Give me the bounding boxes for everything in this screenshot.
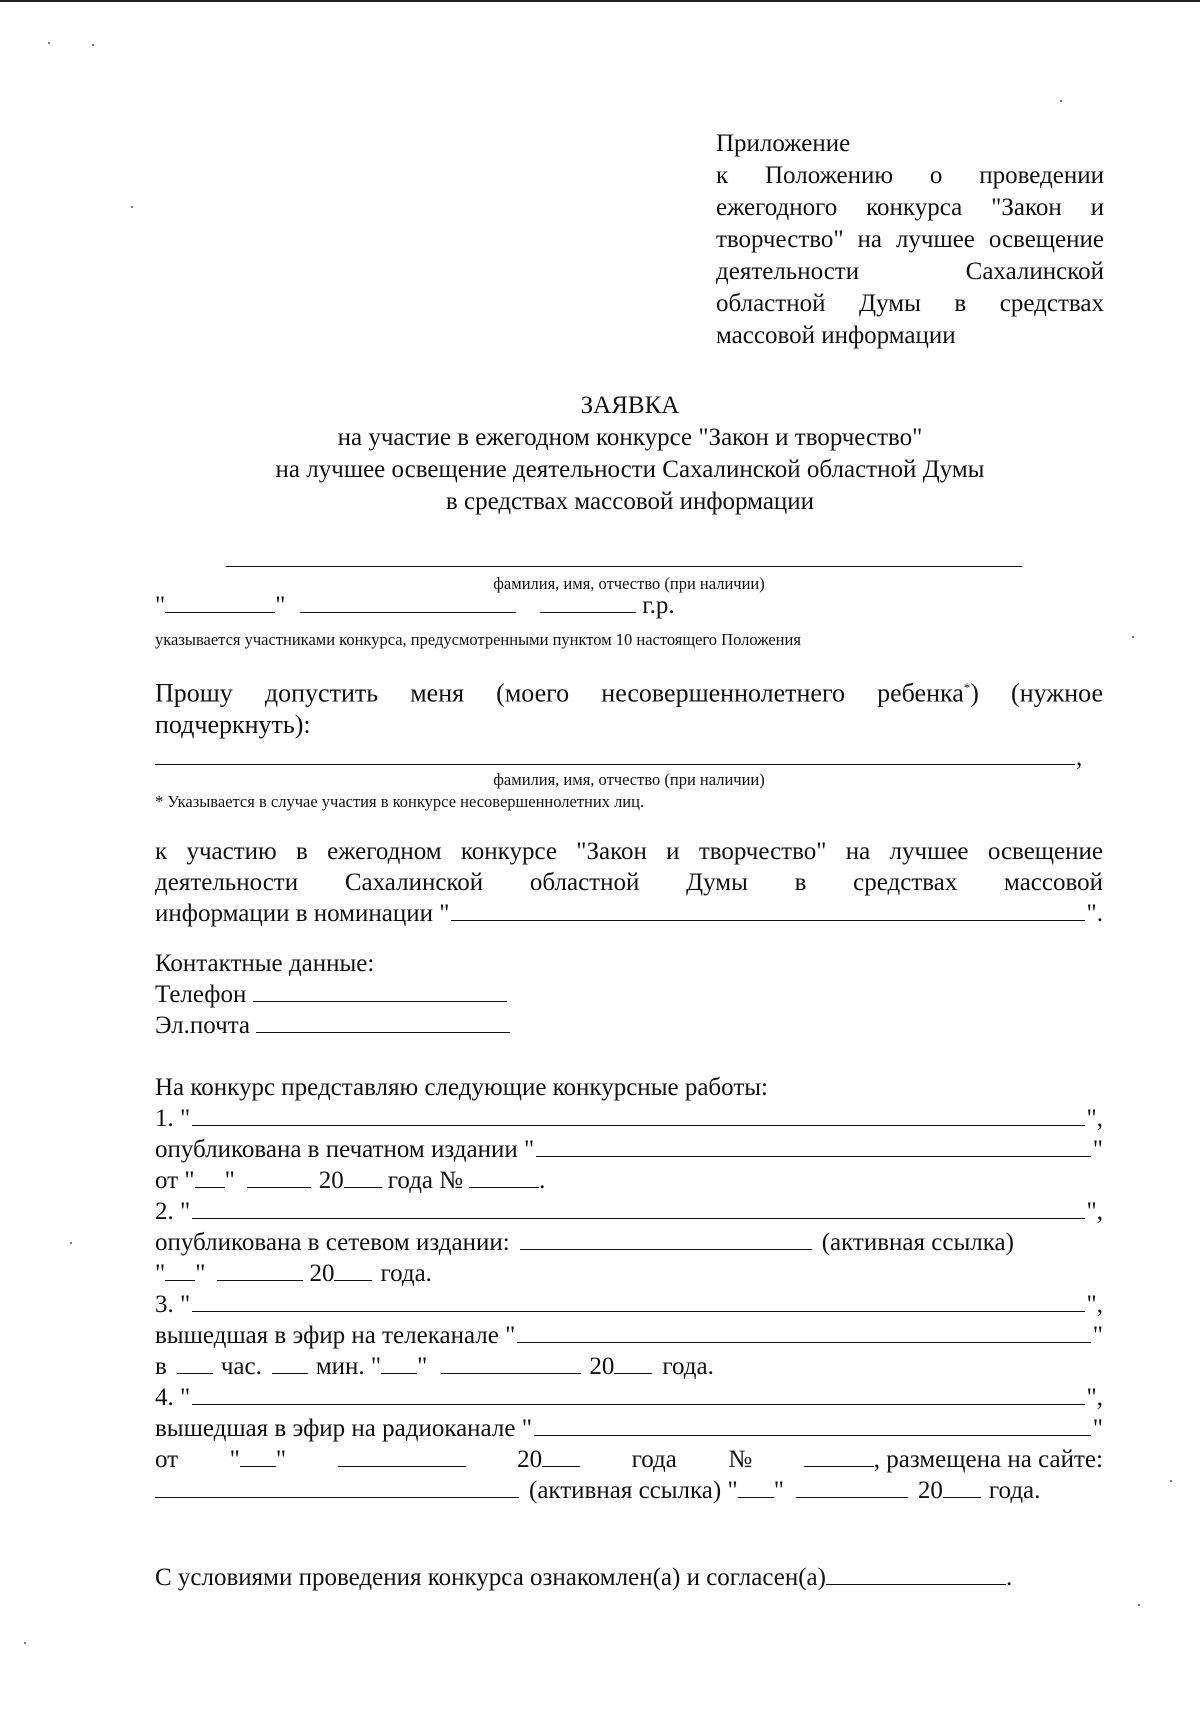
work-4-year-field[interactable] [542, 1444, 580, 1467]
work-1-publication-row: опубликована в печатном издании " " [155, 1136, 1103, 1163]
work-2-day-field[interactable] [165, 1258, 195, 1281]
title-line-3: на лучшее освещение деятельности Сахалинской областной Думы [275, 456, 985, 483]
works-block [155, 1072, 1103, 1506]
birth-year-suffix: г.р. [642, 592, 675, 619]
fio-caption-2: фамилия, имя, отчество (при наличии) [493, 770, 765, 789]
birth-day-field[interactable] [165, 590, 275, 613]
work-4-month-field[interactable] [338, 1444, 466, 1467]
work-4-title-field[interactable] [192, 1382, 1084, 1405]
title-line-2: на участие в ежегодном конкурсе "Закон и творчество" [337, 424, 923, 451]
work-3-month-field[interactable] [441, 1351, 581, 1374]
contacts-block [155, 948, 1103, 1041]
work-2-date-row: " " 20 года. [155, 1260, 432, 1287]
work-3-day-field[interactable] [381, 1351, 417, 1374]
work-2-year-field[interactable] [334, 1258, 372, 1281]
birth-date-caption: указывается участниками конкурса, предусмотренными пунктом 10 настоящего Положения [155, 630, 801, 649]
appendix-block [716, 128, 1104, 352]
work-4-channel-field[interactable] [534, 1413, 1091, 1436]
work-4-site-day-field[interactable] [738, 1475, 774, 1498]
work-1-title-field[interactable] [192, 1103, 1084, 1126]
participation-paragraph: к участию в ежегодном конкурсе "Закон и творчество" на лучшее освещение деятельности Сахалинской областной Думы в средствах массовой информации в номинации " ". [155, 838, 1103, 927]
title-main: ЗАЯВКА [580, 392, 680, 419]
work-1-month-field[interactable] [247, 1165, 311, 1188]
birth-month-field[interactable] [300, 590, 516, 613]
form-title [150, 390, 1110, 518]
work-2-title-row: 2. " ", [155, 1198, 1103, 1225]
work-3-title-field[interactable] [192, 1289, 1084, 1312]
application-form: Приложение к Положению о проведении ежегодного конкурса "Закон и творчество" на лучшее освещение деятельности Сахалинской областной Думы в средствах массовой информации ЗАЯВКА на участие в ежегодном конкурсе "Закон и творчество" на лучшее освещение деятельности Сахалинской областной Думы в средствах массовой информации фамилия, имя, отчество (при наличии) " " г.р. указывается участниками конкурса, предусмотренными пунктом 10 настоящего Положения Прошу допустить меня (моего несовершеннолетнего ребенка*) (нужное подчеркнуть): , фамилия, имя, отчество (при наличии) * Указывается в случае участия в конкурсе несовершеннолетних лиц. к участию в ежегодном конкурсе "Закон и творчество" на лучшее освещение деятельности Сахалинской областной Думы в средствах массовой информации в номинации " ". Контактные данные: Телефон Эл.почта На конкурс представляю следующие конкурсные работы: 1. " ", опубликована в печатном издании " " от " " 20 года № . 2. " ", опубликована в сетевом издании: (активная ссылка) " " 20 года. 3. " ", вышедшая в эфир на телеканале " " в час. мин. " " 20 года. 4. " ", вышедшая в эфир на радиоканале " " от " " 20 года № , размещена на сайте: (активная ссылка) " " 20 года. С условиями проведения конкурса ознакомлен(а) и согласен(а) . [0, 0, 1200, 1711]
work-4-link-row: (активная ссылка) " " 20 года. [155, 1475, 1103, 1506]
fio-field-1[interactable] [226, 566, 1022, 567]
contacts-heading: Контактные данные: [155, 950, 375, 977]
nomination-field[interactable] [451, 898, 1084, 921]
birth-date-row: " " г.р. [155, 592, 675, 619]
work-4-number-field[interactable] [804, 1444, 874, 1467]
work-2-publication-row: опубликована в сетевом издании: (активная ссылка) [155, 1229, 1014, 1256]
phone-field[interactable] [253, 979, 507, 1002]
work-1-day-field[interactable] [195, 1165, 225, 1188]
fio-caption-1: фамилия, имя, отчество (при наличии) [493, 574, 765, 593]
phone-label: Телефон [155, 981, 247, 1008]
birth-year-field[interactable] [540, 590, 636, 613]
work-4-channel-row: вышедшая в эфир на радиоканале " " [155, 1415, 1103, 1442]
email-label: Эл.почта [155, 1012, 251, 1039]
appendix-label: Приложение [716, 130, 851, 157]
footnote: * Указывается в случае участия в конкурсе несовершеннолетних лиц. [155, 792, 645, 811]
work-1-year-field[interactable] [344, 1165, 382, 1188]
work-1-date-row: от " " 20 года № . [155, 1167, 546, 1194]
work-1-title-row: 1. " ", [155, 1105, 1103, 1132]
appendix-text: к Положению о проведении ежегодного конкурса "Закон и творчество" на лучшее освещение деятельности Сахалинской областной Думы в средствах массовой информации [716, 162, 1104, 349]
work-3-time-row: в час. мин. " " 20 года. [155, 1353, 714, 1380]
title-line-4: в средствах массовой информации [445, 488, 815, 515]
works-heading: На конкурс представляю следующие конкурсные работы: [155, 1074, 768, 1101]
email-field[interactable] [256, 1010, 510, 1033]
work-4-title-row: 4. " ", [155, 1384, 1103, 1411]
request-paragraph: Прошу допустить меня (моего несовершеннолетнего ребенка*) (нужное подчеркнуть): [155, 678, 1104, 739]
agreement-row: С условиями проведения конкурса ознакомлен(а) и согласен(а) . [155, 1564, 1013, 1591]
work-2-link-field[interactable] [520, 1227, 812, 1250]
work-2-month-field[interactable] [217, 1258, 303, 1281]
work-3-year-field[interactable] [614, 1351, 652, 1374]
work-4-site-year-field[interactable] [943, 1475, 981, 1498]
fio-field-2[interactable] [155, 764, 1075, 765]
work-3-title-row: 3. " ", [155, 1291, 1103, 1318]
work-4-site-month-field[interactable] [796, 1475, 908, 1498]
work-2-title-field[interactable] [192, 1196, 1084, 1219]
work-4-day-field[interactable] [240, 1444, 276, 1467]
work-1-number-field[interactable] [469, 1165, 539, 1188]
agreement-signature-field[interactable] [826, 1562, 1006, 1585]
work-3-hour-field[interactable] [177, 1351, 213, 1374]
work-4-date-row: от " " 20 года № , размещена на сайте: [155, 1446, 1103, 1473]
work-4-link-field[interactable] [155, 1475, 519, 1498]
work-3-channel-row: вышедшая в эфир на телеканале " " [155, 1322, 1103, 1349]
work-3-channel-field[interactable] [517, 1320, 1090, 1343]
work-1-publication-field[interactable] [536, 1134, 1091, 1157]
work-3-minute-field[interactable] [272, 1351, 308, 1374]
